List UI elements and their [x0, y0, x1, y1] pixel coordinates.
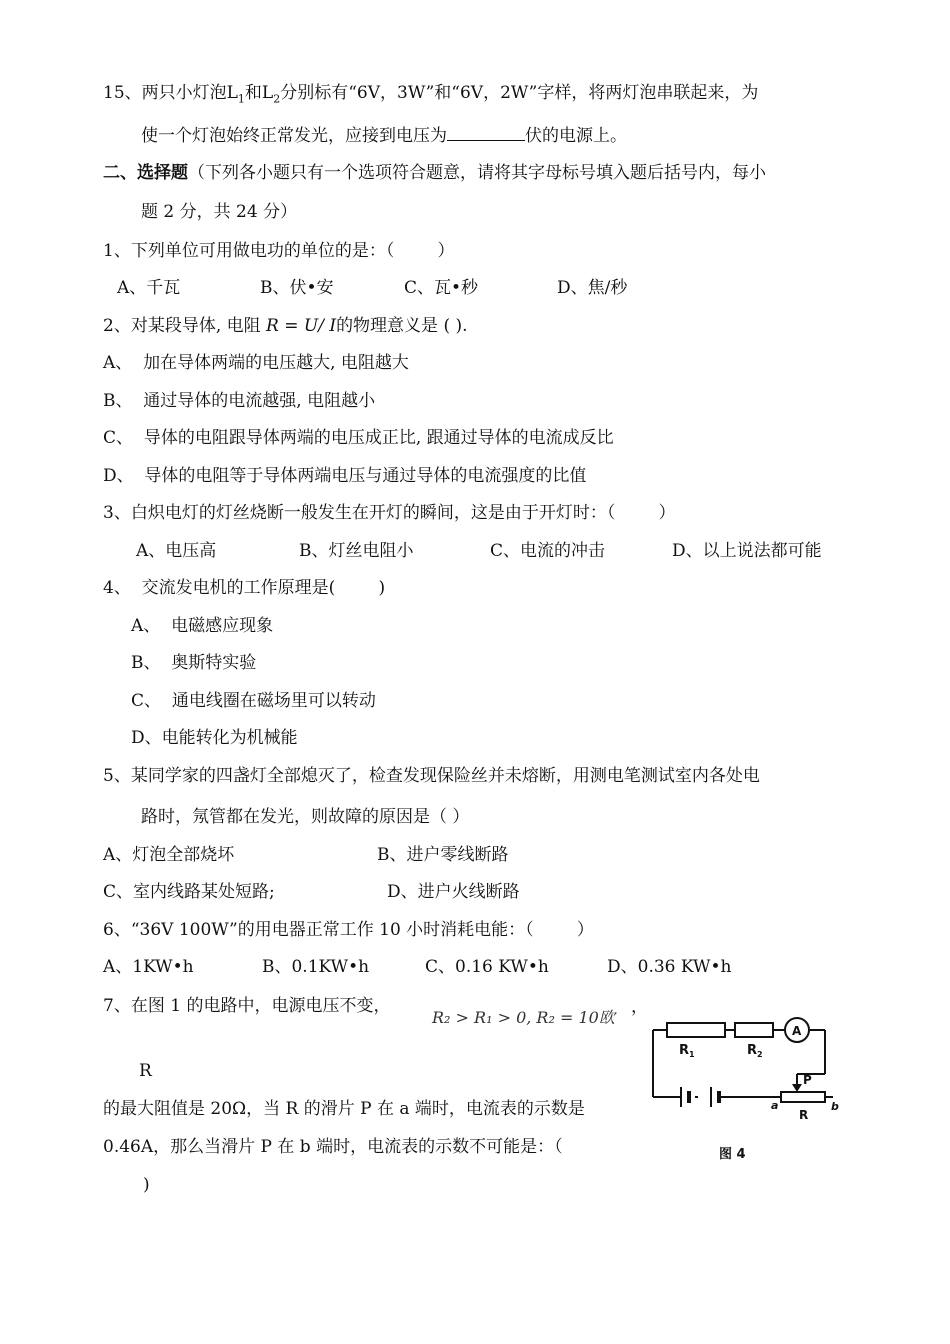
- rheostat-label: R: [799, 1108, 809, 1122]
- q1-option-d: D、焦/秒: [557, 278, 628, 298]
- q1-option-c: C、瓦•秒: [404, 278, 479, 298]
- q1-stem: 1、下列单位可用做电功的单位的是：（ ）: [103, 241, 455, 261]
- terminal-a-label: a: [771, 1099, 779, 1112]
- q3-option-b: B、灯丝电阻小: [299, 541, 414, 561]
- q6-option-d: D、0.36 KW•h: [607, 957, 732, 977]
- q4-stem: 4、 交流发电机的工作原理是( ): [103, 578, 386, 598]
- q6-option-a: A、1KW•h: [103, 957, 194, 977]
- r2-label: $R_2$: [747, 1043, 763, 1059]
- q5-option-c: C、室内线路某处短路;: [103, 882, 275, 902]
- resistance-formula: R = U/ I: [266, 316, 337, 336]
- q7-line3: 0.46A，那么当滑片 P 在 b 端时，电流表的示数不可能是：（: [103, 1137, 563, 1157]
- slider-arrow-icon: [792, 1084, 802, 1092]
- figure-caption: 图 4: [719, 1147, 746, 1162]
- q2-option-c: C、 导体的电阻跟导体两端的电压成正比, 跟通过导体的电流成反比: [103, 428, 614, 448]
- q5-option-b: B、进户零线断路: [377, 845, 509, 865]
- slider-p-label: P: [803, 1073, 812, 1087]
- q1-option-a: A、千瓦: [117, 278, 181, 298]
- rheostat-symbol: [781, 1092, 825, 1102]
- q3-option-a: A、电压高: [136, 541, 217, 561]
- q7-comma: ，: [631, 997, 648, 1017]
- q2-option-d: D、 导体的电阻等于导体两端电压与通过导体的电流强度的比值: [103, 466, 587, 486]
- section-heading: 二、选择题: [103, 163, 188, 183]
- q7-r-label: R: [139, 1061, 152, 1081]
- q5-option-a: A、灯泡全部烧坏: [103, 845, 235, 865]
- q7-line2: 的最大阻值是 20Ω，当 R 的滑片 P 在 a 端时，电流表的示数是: [103, 1099, 585, 1119]
- q6-option-b: B、0.1KW•h: [262, 957, 370, 977]
- q2-stem: 2、对某段导体, 电阻 R = U/ I的物理意义是 ( ).: [103, 316, 468, 336]
- q6-stem: 6、“36V 100W”的用电器正常工作 10 小时消耗电能：（ ）: [103, 920, 594, 940]
- q7-condition-formula: R₂ > R₁ > 0, R₂ = 10欧: [432, 1008, 615, 1027]
- resistor-r2-symbol: [735, 1023, 773, 1037]
- section2-header: 二、选择题（下列各小题只有一个选项符合题意，请将其字母标号填入题后括号内，每小: [103, 163, 766, 183]
- q6-option-c: C、0.16 KW•h: [425, 957, 549, 977]
- circuit-diagram: [645, 1012, 845, 1172]
- q5-stem-line2: 路时，氖管都在发光，则故障的原因是（ ）: [141, 807, 470, 827]
- q15-line1: 15、两只小灯泡$L_1$和$L_2$分别标有“6V，3W”和“6V，2W”字样，将两灯泡串联起来，为: [103, 83, 759, 106]
- q4-option-a: A、 电磁感应现象: [131, 616, 274, 636]
- q5-stem-line1: 5、某同学家的四盏灯全部熄灭了，检查发现保险丝并未熔断，用测电笔测试室内各处电: [103, 766, 760, 786]
- q4-option-d: D、电能转化为机械能: [131, 728, 298, 748]
- q7-stem: 7、在图 1 的电路中，电源电压不变，: [103, 996, 391, 1016]
- q15-line2: 使一个灯泡始终正常发光，应接到电压为 伏的电源上。: [141, 126, 627, 146]
- q1-option-b: B、伏•安: [260, 278, 334, 298]
- section2-instructions: 题 2 分，共 24 分）: [141, 202, 298, 222]
- terminal-b-label: b: [831, 1100, 839, 1113]
- r1-label: $R_1$: [679, 1043, 695, 1059]
- q4-option-c: C、 通电线圈在磁场里可以转动: [131, 691, 376, 711]
- q4-option-b: B、 奥斯特实验: [131, 653, 257, 673]
- ammeter-label: A: [792, 1024, 802, 1038]
- q7-line4: ): [143, 1175, 150, 1195]
- q2-option-a: A、 加在导体两端的电压越大, 电阻越大: [103, 353, 409, 373]
- q3-option-c: C、电流的冲击: [490, 541, 606, 561]
- q3-option-d: D、以上说法都可能: [672, 541, 822, 561]
- resistor-r1-symbol: [667, 1023, 725, 1037]
- q5-option-d: D、进户火线断路: [387, 882, 520, 902]
- q2-option-b: B、 通过导体的电流越强, 电阻越小: [103, 391, 376, 411]
- q3-stem: 3、白炽电灯的灯丝烧断一般发生在开灯的瞬间，这是由于开灯时：（ ）: [103, 503, 676, 523]
- answer-blank[interactable]: [447, 126, 525, 141]
